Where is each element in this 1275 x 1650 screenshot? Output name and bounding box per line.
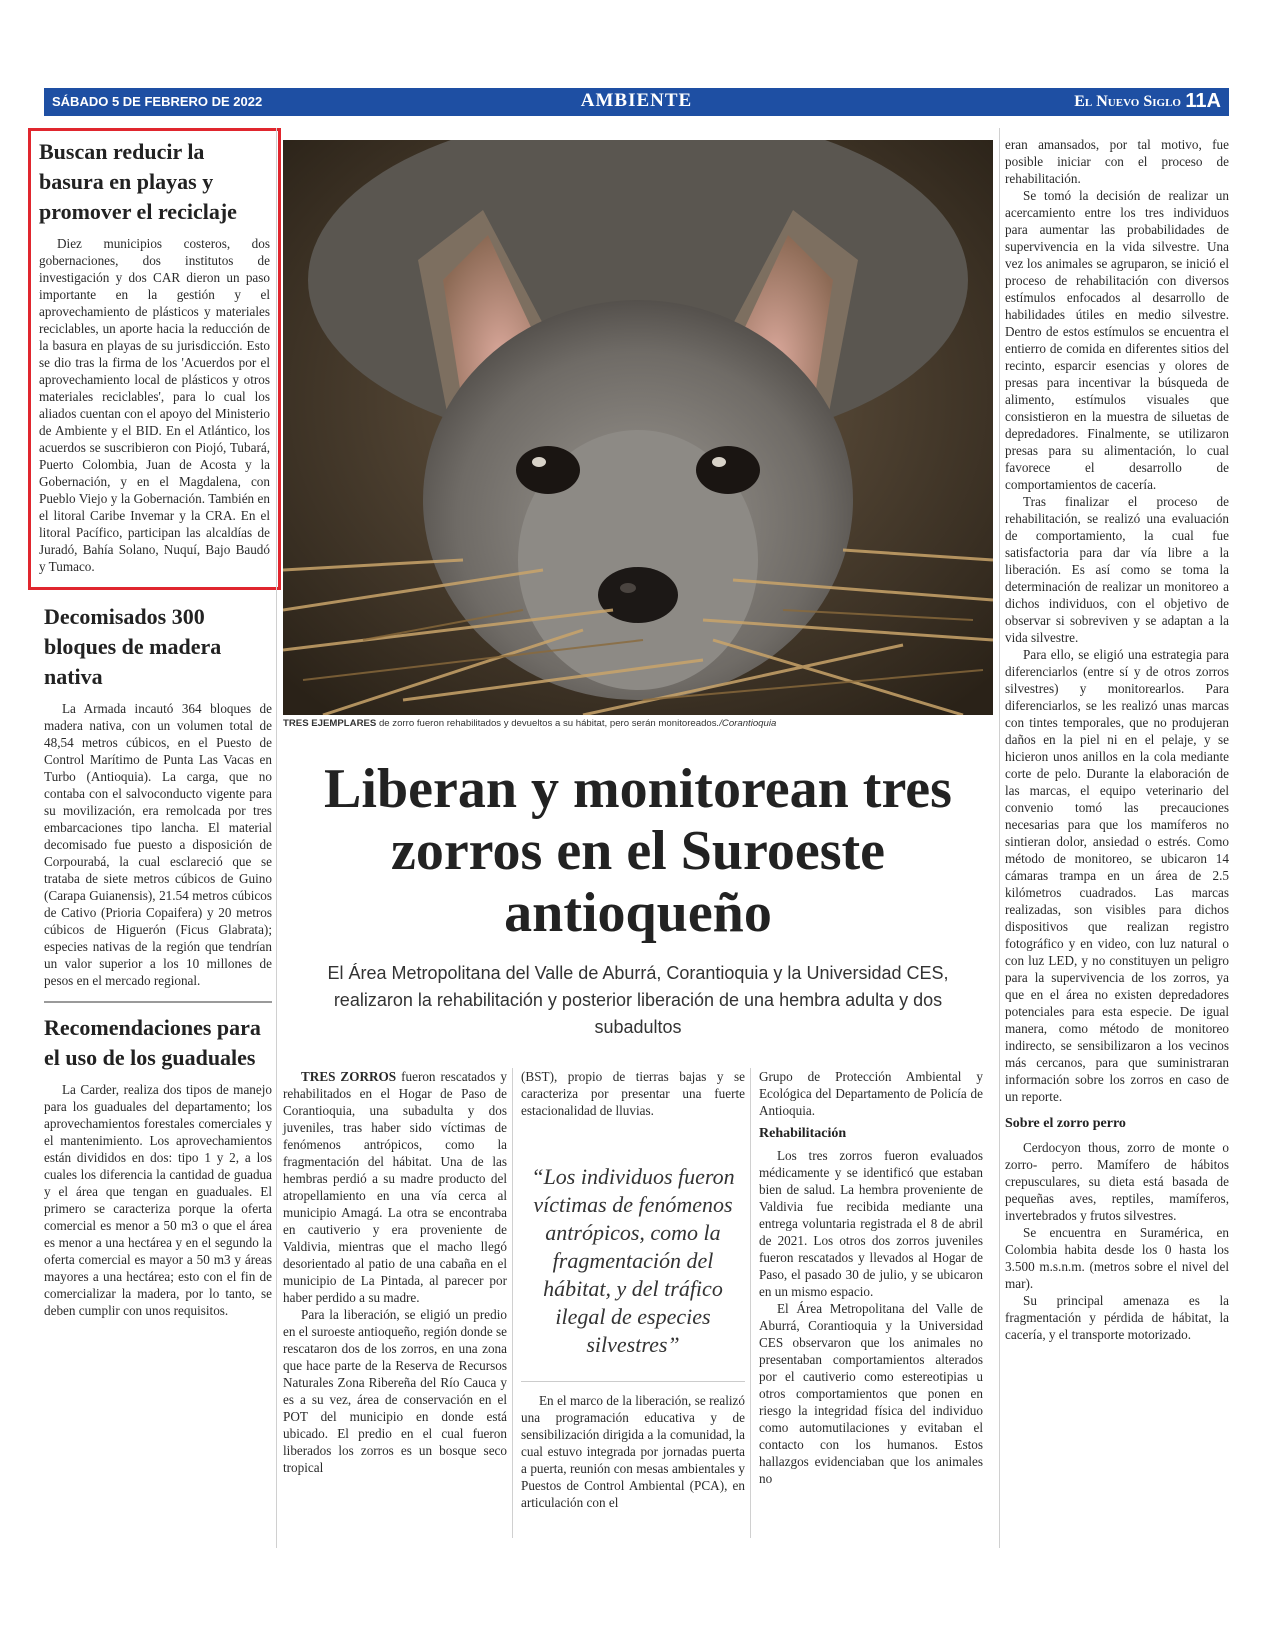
column-rule — [750, 1068, 751, 1538]
brief-body: La Carder, realiza dos tipos de manejo para los guaduales del departamento; los aprovechamientos forestales comerciales y el mantenimiento. Los aprovechamientos están divididos en dos: tipo 1 y 2, a los cuales los diferencia la cantidad de guadua y el área que tengan en guaduales. El primero se caracteriza porque la oferta comercial es menor a 50 m3 o que el área es menor a una hectárea y en el segundo la oferta comercial es mayor a 50 m3 y áreas mayores a una hectárea; esto con el fin de comercializar la madera, por lo tanto, se deben cumplir con unos requisitos. — [44, 1082, 272, 1318]
photo-caption — [283, 718, 993, 729]
article-paragraph: Tras finalizar el proceso de rehabilitación, se realizó una evaluación de comportamiento, la cual fue satisfactoria para dar vía libre a la liberación. Es así como se toma la determinación de realizar un monitoreo a dichos individuos, con el objetivo de observar si sobreviven y se adaptan a la vida silvestre. — [1005, 494, 1229, 645]
brief-body: La Armada incautó 364 bloques de madera nativa, con un volumen total de 48,54 metros cúbicos, en el Puesto de Control Marítimo de Punta Las Vacas en Turbo (Antioquia). La carga, que no contaba con el salvoconducto vigente para su movilización, era remolcada por tres embarcaciones tipo lancha. El material decomisado fue puesto a disposición de Corpourabá, la cual esclareció que se trataba de siete metros cúbicos de Guino (Carapa Guianensis), 21.54 metros cúbicos de Cativo (Prioria Copaifera) y 20 metros cúbicos de Higuerón (Ficus Glabrata); especies nativas de la región que tendrían un valor superior a los 10 millones de pesos en el mercado regional. — [44, 701, 272, 988]
issue-date: SÁBADO 5 DE FEBRERO DE 2022 — [52, 94, 263, 109]
article-paragraph: Para la liberación, se eligió un predio en el suroeste antioqueño, región donde se rescataron dos de los zorros, en una zona que hace parte de la Reserva de Recursos Naturales Zona Ribereña del Río Cauca y es a su vez, área de conservación en el POT del municipio en donde está ubicado. El predio en el cual fueron liberados los zorros es un bosque seco tropical — [283, 1307, 507, 1475]
article-column-1 — [283, 1068, 507, 1476]
article-paragraph: En el marco de la liberación, se realizó una programación educativa y de sensibilización dirigida a la comunidad, la cual estuvo integrada por jornadas puerta a puerta, reunión con mesas ambientales y Puestos de Control Ambiental (PCA), en articulación con el — [521, 1393, 745, 1510]
divider — [44, 1001, 272, 1003]
article-column-4 — [1005, 136, 1229, 1343]
article-paragraph: fueron rescatados y rehabilitados en el Hogar de Paso de Corantioquia, una subadulta y dos juveniles, tras haber sido víctimas de fenómenos antrópicos, como la fragmentación del hábitat. Una de las hembras perdió a su madre producto del atropellamiento en una vía cerca al municipio Amagá. La otra se encontraba en cautiverio y era proveniente de Valdivia, mientras que el macho llegó desorientado al patio de una cabaña en el municipio de La Pintada, al parecer por haber perdido a su madre. — [283, 1069, 507, 1305]
subhead-rehabilitacion: Rehabilitación — [759, 1126, 847, 1141]
brief-basura-playas — [28, 128, 281, 590]
caption-lead: TRES EJEMPLARES — [283, 718, 377, 729]
section-title: AMBIENTE — [580, 90, 693, 111]
column-rule — [276, 128, 277, 1548]
article-headline: Liberan y monitorean tres zorros en el Suroeste antioqueño — [324, 758, 952, 944]
brief-madera-nativa — [44, 602, 272, 989]
divider — [521, 1381, 745, 1382]
article-paragraph: Se tomó la decisión de realizar un acercamiento entre los tres individuos para aumentar las probabilidades de supervivencia en la vida silvestre. Una vez los animales se agruparon, se inició el proceso de rehabilitación con diversos estímulos enfocados al desarrollo de habilidades útiles en medio silvestre. Dentro de estos estímulos se encuentra el entierro de comida en diferentes sitios del recinto, esparcir esencias y olores de presas para incentivar la búsqueda de alimento, estímulos visuales que consistieron en la muestra de siluetas de depredadores. Finalmente, se utilizaron presas para su alimentación, lo cual favorece el desarrollo de comportamientos de cacería. — [1005, 188, 1229, 492]
subhead-zorro-perro: Sobre el zorro perro — [1005, 1116, 1126, 1131]
article-paragraph: Cerdocyon thous, zorro de monte o zorro- perro. Mamífero de hábitos crepusculares, su dieta está basada de pequeñas aves, reptiles, mamíferos, invertebrados y frutos silvestres. — [1005, 1140, 1229, 1223]
column-rule — [512, 1068, 513, 1538]
briefs-column — [39, 128, 272, 1319]
article-paragraph: Los tres zorros fueron evaluados médicamente y se identificó que estaban bien de salud. La hembra proveniente de Valdivia fue recibida mediante una entrega voluntaria registrada el 8 de abril de 2021. Los otros dos zorros juveniles fueron rescatados y llevados al Hogar de Paso, el pasado 30 de julio, y se ubicaron en un mismo espacio. — [759, 1148, 983, 1299]
section-header-bar — [44, 88, 1229, 116]
article-paragraph: Para ello, se eligió una estrategia para diferenciarlos (entre sí y de otros zorros silvestres) y monitorearlos. Para diferenciarlos, se les realizó unas marcas con tintes temporales, que no produjeran daños en la piel ni en el pelaje, y se hicieron unos anillos en la cola mediante corte de pelo. Durante la elaboración de las marcas, el equipo veterinario del convenio tomó las precauciones necesarias para que los mamíferos no sintieran dolor, ansiedad o estrés. Como método de monitoreo, se ubicaron 14 cámaras trampa en un área de 2.5 kilómetros cuadrados. Las marcas realizadas, son visibles para dichos dispositivos que realizan registro fotográfico y en video, con luz natural o con luz LED, y no constituyen un peligro para la supervivencia de los zorros, ya que en el área no existen depredadores potenciales para esta especie. De igual manera, como método de monitoreo indirecto, se sensibilizaron a los vecinos más cercanos, para que suministraran información sobre los zorros en caso de un reporte. — [1005, 647, 1229, 1104]
article-lead: TRES ZORROS — [301, 1069, 397, 1084]
brief-body: Diez municipios costeros, dos gobernaciones, dos institutos de investigación y dos CAR dieron un paso importante en la gestión y el aprovechamiento de plásticos y materiales reciclables, un aporte hacia la reducción de la basura en playas de su jurisdicción. Esto se dio tras la firma de los 'Acuerdos por el aprovechamiento local de plásticos y otros materiales reciclables', para lo cual los aliados cuentan con el apoyo del Ministerio de Ambiente y el BID. En el Atlántico, los acuerdos se suscribieron con Piojó, Tubará, Puerto Colombia, Juan de Acosta y la Gobernación, y en el Magdalena, con Pueblo Viejo y la Gobernación. También en el litoral Caribe Invemar y la CRA. En el litoral Pacífico, participan las alcaldías de Juradó, Bahía Solano, Nuquí, Bajo Baudó y Tumaco. — [39, 236, 270, 574]
article-column-3 — [759, 1068, 983, 1487]
caption-text: de zorro fueron rehabilitados y devueltos a su hábitat, pero serán monitoreados — [376, 718, 717, 729]
page-number: 11A — [1185, 90, 1221, 112]
column-rule — [999, 128, 1000, 1548]
brief-title: Buscan reducir la basura en playas y promover el reciclaje — [39, 139, 237, 224]
article-paragraph: Se encuentra en Suramérica, en Colombia habita desde los 0 hasta los 3.500 m.s.n.m. (metros sobre el nivel del mar). — [1005, 1225, 1229, 1291]
pull-quote: “Los individuos fueron víctimas de fenómenos antrópicos, como la fragmentación del hábitat, y del tráfico ilegal de especies silvestres” — [531, 1164, 735, 1357]
fox-photo — [283, 140, 993, 715]
caption-credit: ./Corantioquia — [716, 718, 777, 729]
brief-title: Recomendaciones para el uso de los guaduales — [44, 1015, 261, 1070]
article-paragraph: eran amansados, por tal motivo, fue posible iniciar con el proceso de rehabilitación. — [1005, 137, 1229, 186]
article-paragraph: (BST), propio de tierras bajas y se caracteriza por presentar una fuerte estacionalidad de lluvias. — [521, 1069, 745, 1118]
article-paragraph: El Área Metropolitana del Valle de Aburrá, Corantioquia y la Universidad CES observaron que los animales no presentaban comportamientos alterados por el cautiverio como estereotipias u otros comportamientos que ponen en riesgo la integridad física del individuo como automutilaciones y evitaban el contacto con los humanos. Estos hallazgos evidenciaban que los animales no — [759, 1301, 983, 1486]
article-column-2 — [521, 1068, 745, 1511]
article-paragraph: Su principal amenaza es la fragmentación y pérdida de hábitat, la cacería, y el transporte motorizado. — [1005, 1293, 1229, 1342]
article-deck: El Área Metropolitana del Valle de Aburrá, Corantioquia y la Universidad CES, realizaron la rehabilitación y posterior liberación de una hembra adulta y dos subadultos — [327, 963, 949, 1037]
newspaper-name: El Nuevo Siglo — [1074, 93, 1181, 110]
article-paragraph: Grupo de Protección Ambiental y Ecológica del Departamento de Policía de Antioquia. — [759, 1069, 983, 1118]
brief-guaduales — [44, 1013, 272, 1319]
brief-title: Decomisados 300 bloques de madera nativa — [44, 604, 222, 689]
